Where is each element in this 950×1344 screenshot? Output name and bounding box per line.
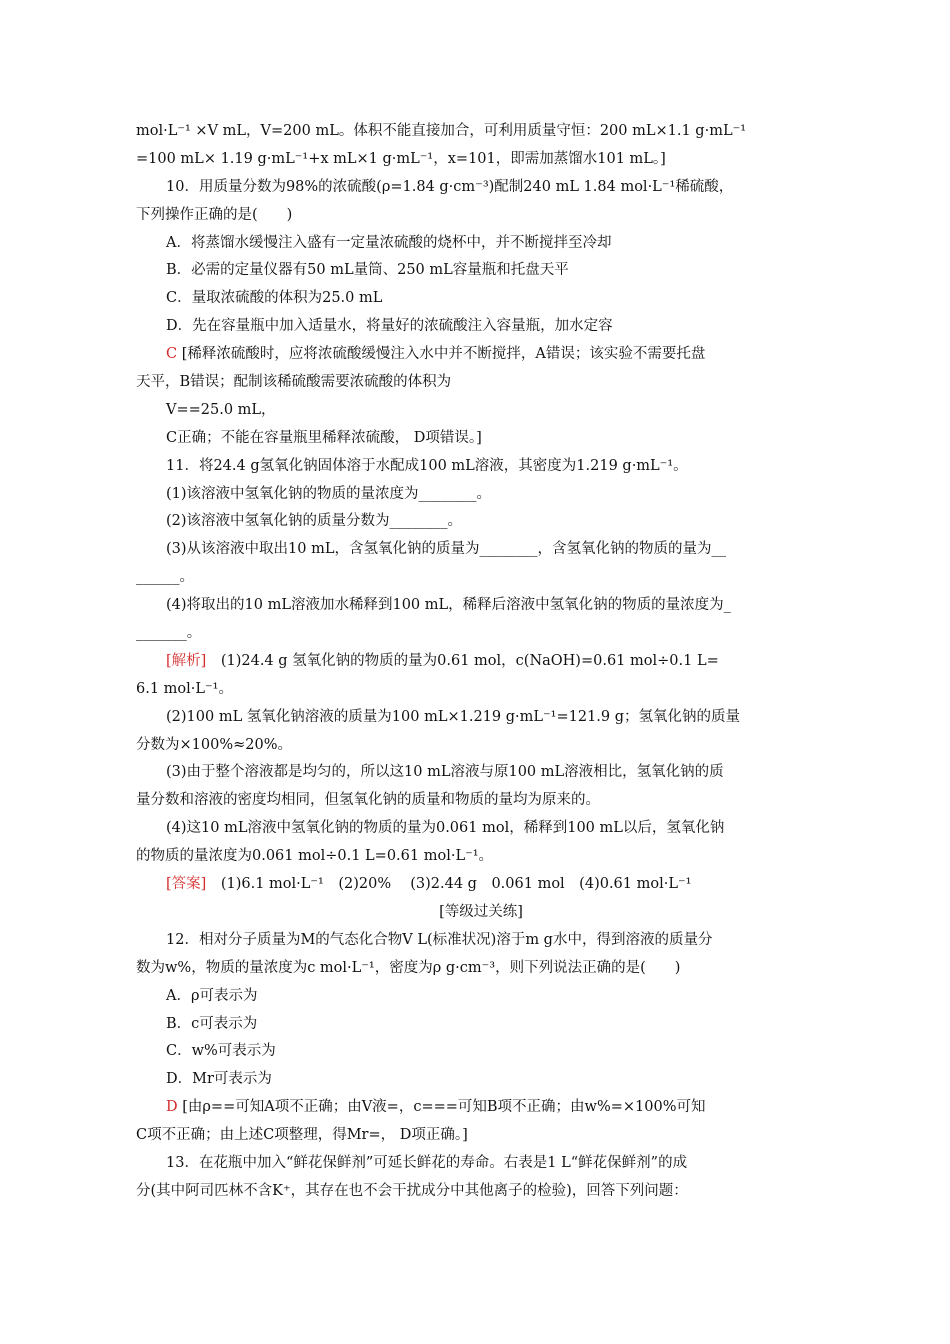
text-line [136, 397, 826, 425]
line-text: C．w%可表示为 [166, 1043, 276, 1060]
line-text: 分数为×100%≈20%。 [136, 736, 292, 753]
line-text: D．Mr可表示为 [166, 1071, 272, 1088]
text-line [136, 536, 826, 564]
text-line [136, 285, 826, 313]
text-line [136, 202, 826, 230]
line-text: C．量取浓硫酸的体积为25.0 mL [166, 290, 383, 307]
line-text: 10．用质量分数为98%的浓硫酸(ρ=1.84 g·cm⁻³)配制240 mL 1.84 mol·L⁻¹稀硫酸， [166, 178, 734, 195]
text-line [136, 732, 826, 760]
text-line [136, 676, 826, 704]
line-text: B．必需的定量仪器有50 mL量筒、250 mL容量瓶和托盘天平 [166, 262, 569, 279]
text-line [136, 871, 826, 899]
line-text: C项不正确；由上述C项整理，得Mr=， D项正确。] [136, 1127, 468, 1144]
line-text: (4)这10 mL溶液中氢氧化钠的物质的量为0.061 mol，稀释到100 mL以后，氢氧化钠 [166, 820, 725, 837]
text-line [136, 1038, 826, 1066]
text-line [136, 118, 826, 146]
text-line [136, 174, 826, 202]
text-line [136, 815, 826, 843]
line-text: 13．在花瓶中加入“鲜花保鲜剂”可延长鲜花的寿命。右表是1 L“鲜花保鲜剂”的成 [166, 1154, 688, 1171]
line-text: 的物质的量浓度为0.061 mol÷0.1 L=0.61 mol·L⁻¹。 [136, 848, 494, 865]
text-line [136, 983, 826, 1011]
line-text: (4)将取出的10 mL溶液加水稀释到100 mL，稀释后溶液中氢氧化钠的物质的量浓度为_ [166, 597, 731, 614]
text-line [136, 1094, 826, 1122]
line-text: 量分数和溶液的密度均相同，但氢氧化钠的质量和物质的量均为原来的。 [136, 792, 600, 809]
line-text: 数为w%，物质的量浓度为c mol·L⁻¹，密度为ρ g·cm⁻³，则下列说法正确的是( ) [136, 959, 681, 976]
text-line [136, 453, 826, 481]
text-line [136, 369, 826, 397]
line-text: A．将蒸馏水缓慢注入盛有一定量浓硫酸的烧杯中，并不断搅拌至冷却 [166, 234, 612, 251]
text-line [136, 1066, 826, 1094]
line-text: D．先在容量瓶中加入适量水，将量好的浓硫酸注入容量瓶，加水定容 [166, 318, 613, 335]
line-text: mol·L⁻¹ ×V mL，V=200 mL。体积不能直接加合，可利用质量守恒：200 mL×1.1 g·mL⁻¹ [136, 123, 747, 139]
line-text: (2)该溶液中氢氧化钠的质量分数为________。 [166, 513, 463, 530]
line-text: C正确；不能在容量瓶里稀释浓硫酸， D项错误。] [166, 429, 482, 446]
document-body [136, 118, 826, 1206]
text-line [136, 341, 826, 369]
text-line [136, 1011, 826, 1039]
text-line [136, 704, 826, 732]
text-line [136, 1150, 826, 1178]
line-text: B．c可表示为 [166, 1015, 258, 1032]
line-text: 下列操作正确的是( ) [136, 206, 293, 223]
line-text: (1)24.4 g 氢氧化钠的物质的量为0.61 mol，c(NaOH)=0.61 mol÷0.1 L= [206, 652, 719, 669]
line-text: (3)从该溶液中取出10 mL，含氢氧化钠的质量为________，含氢氧化钠的物质的量为__ [166, 541, 726, 558]
text-line [136, 564, 826, 592]
answer-marker: [解析] [166, 652, 207, 669]
text-line [136, 1178, 826, 1206]
text-line [136, 508, 826, 536]
text-line [136, 481, 826, 509]
text-line [136, 313, 826, 341]
line-text: (3)由于整个溶液都是均匀的，所以这10 mL溶液与原100 mL溶液相比，氢氧化钠的质 [166, 764, 724, 781]
line-text: 分(其中阿司匹林不含K⁺，其存在也不会干扰成分中其他离子的检验)，回答下列问题： [136, 1182, 688, 1199]
text-line [136, 759, 826, 787]
line-text: (2)100 mL 氢氧化钠溶液的质量为100 mL×1.219 g·mL⁻¹=121.9 g；氢氧化钠的质量 [166, 708, 741, 725]
answer-marker: [答案] [166, 876, 207, 893]
line-text: (1)该溶液中氢氧化钠的物质的量浓度为________。 [166, 485, 492, 502]
line-text: 天平，B错误；配制该稀硫酸需要浓硫酸的体积为 [136, 374, 452, 391]
text-line [136, 620, 826, 648]
line-text: 6.1 mol·L⁻¹。 [136, 680, 233, 697]
text-line [136, 230, 826, 258]
text-line [136, 146, 826, 174]
line-text: =100 mL× 1.19 g·mL⁻¹+x mL×1 g·mL⁻¹，x=101，即需加蒸馏水101 mL。] [136, 150, 666, 167]
text-line [136, 899, 826, 927]
answer-marker: D [166, 1099, 178, 1116]
line-text: A．ρ可表示为 [166, 987, 258, 1004]
line-text: ______。 [136, 569, 194, 586]
line-text: _______。 [136, 625, 202, 642]
line-text: V==25.0 mL， [166, 401, 276, 418]
line-text: [由ρ==可知A项不正确；由V液=，c===可知B项不正确；由w%=×100%可知 [177, 1099, 706, 1116]
text-line [136, 843, 826, 871]
text-line [136, 927, 826, 955]
line-text: (1)6.1 mol·L⁻¹ (2)20% (3)2.44 g 0.061 mol (4)0.61 mol·L⁻¹ [206, 876, 692, 893]
text-line [136, 257, 826, 285]
line-text: 12．相对分子质量为M的气态化合物V L(标准状况)溶于m g水中，得到溶液的质量分 [166, 931, 713, 948]
line-text: [稀释浓硫酸时，应将浓硫酸缓慢注入水中并不断搅拌，A错误；该实验不需要托盘 [177, 346, 706, 363]
answer-marker: C [166, 346, 178, 363]
line-text: [等级过关练] [439, 903, 523, 920]
text-line [136, 425, 826, 453]
text-line [136, 787, 826, 815]
line-text: 11．将24.4 g氢氧化钠固体溶于水配成100 mL溶液，其密度为1.219 g·mL⁻¹。 [166, 457, 688, 474]
text-line [136, 592, 826, 620]
text-line [136, 648, 826, 676]
text-line [136, 955, 826, 983]
text-line [136, 1122, 826, 1150]
